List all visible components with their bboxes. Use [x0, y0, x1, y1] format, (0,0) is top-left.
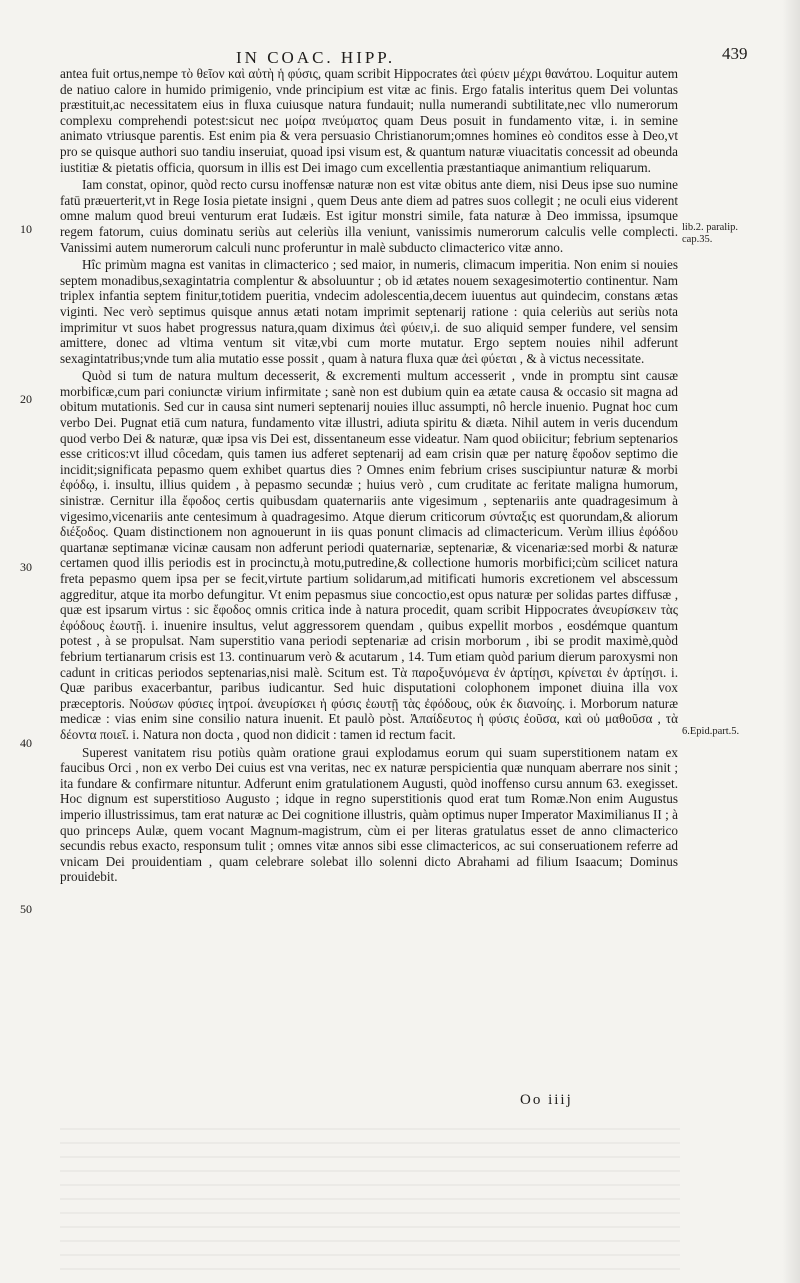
margin-note: lib.2. paralip. cap.35.	[682, 222, 738, 245]
line-number-marker: 50	[20, 902, 32, 916]
margin-note: 6.Epid.part.5.	[682, 726, 740, 737]
signature-mark: Oo iiij	[520, 1092, 573, 1108]
paragraph: antea fuit ortus,nempe τὸ θεῖον καὶ αὐτὴ ἡ φύσις, quam scribit Hippocrates ἀεὶ φύειν μέχρι θανάτου. Loquitur autem de natiuo calore in humido primigenio, vnde principium est vitæ ac finis. Ergo fatalis interitus quem Dei voluntas præstituit,ac necessitatem eius in fluxa cuiusque natura fundauit; nulla numerandi subtilitate,nec vllo numerorum complexu comprehendi potest:sicut nec μοίρα πνεύματος quam Deus posuit in fundamento vitæ, i. in semine animato vtriusque parentis. Est enim pia & vera persuasio Christianorum;omnes homines eò conditos esse à Deo,vt pro se quisque authori suo tandiu inseruiat, quoad ipsi visum est, & quantum naturæ viuacitatis concessit ad obeunda iustitiæ & pietatis officia, quorsum in illis est Dei imago cum excellentia præstantiaque animantium reliquarum.	[60, 66, 678, 175]
page-number: 439	[722, 44, 748, 63]
paragraph: Iam constat, opinor, quòd recto cursu inoffensæ naturæ non est vitæ obitus ante diem, nisi Deus ipse suo numine fatū præuerterit,vt in Rege Iosia pietate insigni , quem Deus ante diem ad patres suos collegit ; ne oculi eius viderent omne malum quod breui venturum erat Iudæis. Est igitur monstri simile, fata naturæ à Deo immissa, ipsumque regem fatorum, cuius dominatu seriùs aut celeriùs illa veniunt, vanissimis numerorum calculis velle complecti. Vanissimi autem numerorum calculi nunc proferuntur in malè subducto climacterico vitæ anno.	[60, 177, 678, 255]
page-edge-shadow	[782, 0, 800, 1283]
running-head: IN COAC. HIPP.	[236, 48, 396, 67]
paragraph: Superest vanitatem risu potiùs quàm oratione graui explodamus eorum qui suam superstitionem natam ex faucibus Orci , non ex verbo Dei cuius est vna veritas, nec ex naturæ perspicientia quæ nunquam aberrare nos sinit ; ita fundare & confirmare nituntur. Adferunt enim gratulationem Augusti, quòd inoffenso cursu annum 63. exegisset. Hoc dignum est superstitioso Augusto ; idque in regno superstitionis quod erat tum Romæ.Non enim Augustus imperio illustrissimus, tam erat naturæ ac Dei cognitione illustris, quàm optimus nuper Imperator Maximilianus II ; à quo princeps Aulæ, quem vocant Magnum-magistrum, cùm ei per literas gratulatus esset de anno climacterico secundis rebus exacto, responsum tulit ; omnes vitæ annos sibi esse climactericos, ac sui conseruationem referre ad vnicam Dei prouidentiam , quam celebrare solebat illo solenni dicto Abrahami ad filium Isaacum; Dominus prouidebit.	[60, 744, 678, 885]
line-number-marker: 40	[20, 736, 32, 750]
paragraph: Quòd si tum de natura multum decesserit, & excrementi multum accesserit , vnde in promptu sint causæ morbificæ,cum pari coniunctæ virium infirmitate ; sanè non est dubium quin ea ætate causa & occasio sit magna ad obitum mutationis. Sed cur in causa sint numeri septenarij nouies illuc assumpti, nô hercle inuenio. Pugnat hoc cum verbo Dei. Pugnat etiā cum natura, fundamento vitæ illustri, adiuta spiritu & diæta. Nihil autem in veris ducendum quod verbo Dei & naturæ, quæ ipsa vis Dei est, dissentaneum esse videatur. Nam quod obiicitur; febrium septenarios esse criticos:vt illud côcedam, quis tamen ius adferet septenarij ad eam crisin quæ per naturę ἔφοδον septimo die incidit;significata pepasmo quem exhibet quartus dies ? Omnes enim febrium crises suscipiuntur naturæ & morbi ἐφόδῳ, i. insultu, illius quidem , à pepasmo secundæ ; huius verò , cum cruditate ac feritate maligna humorum, sinistræ. Cernitur illa ἔφοδος certis quibusdam quaternariis ante vigesimum , septenariis ante quadragesimum à vigesimo,vicenariis ante centesimum à quadragesimo. Atque dierum criticorum σύνταξις est quorundam,& aliorum διέξοδος. Quam distinctionem non agnouerunt in iis quas ponunt climacis ad climactericum. Verùm illius ἐφόδου quartanæ septimanæ vicinæ causam non adferunt periodi quaternariæ, septenariæ, & vicenariæ:sed morbi & naturæ certamen quod illis periodis est in procinctu,à motu,putredine,& collectione humoris morbifici;cùm scilicet natura freta pepasmo quem ipsa per se fecit,virtute partium solidarum,ad mitificati humoris excretionem vel abscessum aggreditur, atque ita morbo defungitur. Vt enim pepasmus siue concoctio,est opus naturæ per solidas partes diffusæ , quæ est ipsarum virtus : sic ἔφοδος omnis critica inde à natura procedit, quam scribit Hippocrates ἀνευρίσκειν τὰς ἐφόδους ἑωυτῇ. i. inuenire insultus, velut aggressorem quendam , quibus expellit morbos , eosdémque quantum potest , à se propulsat. Nam superstitio vana periodi septenariæ ad crisin morborum , ibi se prodit maximè,quòd febrium tertianarum crisis est 13. continuarum verò & acutarum , 14. Tum etiam quòd parium dierum paroxysmi non cadunt in criticas periodos septenarias,nisi malè. Scitum est. Τὰ παροξυνόμενα ἐν ἀρτίῃσι, κρίνεται ἐν ἀρτίῃσι. i. Quæ paribus exacerbantur, paribus iudicantur. Sed huic disputationi colophonem imponet diuina illa vox præceptoris. Νούσων φύσιες ἰητροί. ἀνευρίσκει ἡ φύσις ἑωυτῇ τὰς ἐφόδους, οὐκ ἐκ διανοίης. i. Morborum naturæ medicæ : vias enim sine consilio natura inuenit. Et paulò pòst. Ἀπαίδευτος ἡ φύσις ἐοῦσα, καὶ οὐ μαθοῦσα , τὰ δέοντα ποιεῖ. i. Natura non docta , quod non didicit : tamen id rectum facit.	[60, 368, 678, 742]
body-text	[60, 66, 678, 887]
line-number-marker: 20	[20, 392, 32, 406]
paragraph: Hîc primùm magna est vanitas in climacterico ; sed maior, in numeris, climacum imperitia. Non enim si nouies septem monadibus,sexagintatria complentur & absoluuntur ; ob id ætates nouem sexagesimotertio continentur. Nam triplex infantia septem finitur,totidem pueritia, vndecim adolescentia,decem iuuentus aut quindecim, constans ætas viginti. Nec verò septimus quisque annus ætati notam imprimit septenarij ratione : quia celeriùs aut seriùs nota imprimitur vt suos habet progressus natura,quam diximus ἀεὶ φύειν,i. de suo aliquid semper fundere, vel sensim amittere, donec ad vltima ventum sit vitæ,vbi cum morte mutatur. Ergo septem nouies nihil adferunt sexagintatribus;vnde tum alia mutatio esse possit , quam à natura fluxa quæ ἀεὶ φύεται , & à victus necessitate.	[60, 257, 678, 366]
line-number-marker: 10	[20, 222, 32, 236]
bleed-through-texture	[60, 1120, 680, 1270]
line-number-marker: 30	[20, 560, 32, 574]
